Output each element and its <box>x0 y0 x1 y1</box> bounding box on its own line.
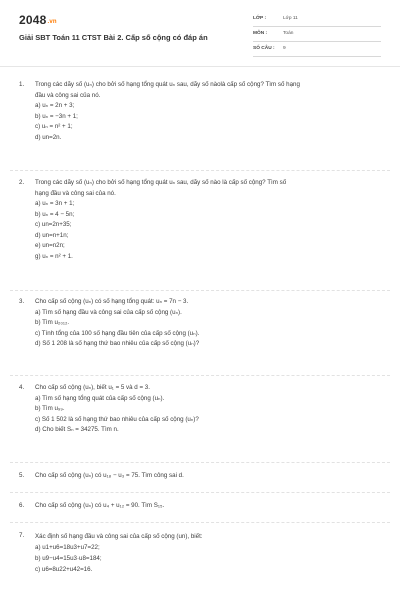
question-number: 6. <box>19 502 25 509</box>
meta-key: LỚP : <box>253 16 267 21</box>
question-option: a) Tìm số hạng đầu và công sai của cấp số cộng (uₙ). <box>35 308 182 316</box>
question-option: c) u6=8u22+u42=16. <box>35 566 93 573</box>
divider <box>10 375 390 376</box>
logo-suffix: .vn <box>47 19 57 25</box>
meta-key: MÔN : <box>253 31 268 36</box>
question-number: 2. <box>19 179 25 186</box>
question-option: c) Số 1 502 là số hạng thứ bao nhiêu của cấp số cộng (uₙ)? <box>35 415 199 423</box>
question-option: e) un=n2n; <box>35 242 65 249</box>
question-option: b) Tìm u₉₉. <box>35 405 65 412</box>
question-number: 7. <box>19 532 25 539</box>
question-option: d) Cho biết Sₙ = 34275. Tìm n. <box>35 426 119 433</box>
meta-value: Toán <box>283 31 294 36</box>
divider <box>10 462 390 463</box>
meta-value: Lớp 11 <box>283 16 298 21</box>
question-option: c) Tính tổng của 100 số hạng đầu tiên của cấp số cộng (uₙ). <box>35 329 200 337</box>
question-option: a) Tìm số hạng tổng quát của cấp số cộng (uₙ). <box>35 394 165 402</box>
meta-row-class <box>253 14 381 27</box>
divider <box>10 492 390 493</box>
question-option: b) Tìm u₂₀₁₂. <box>35 319 70 326</box>
question-stem: Xác định số hạng đầu và công sai của cấp số cộng (un), biết: <box>35 533 203 540</box>
question-number: 3. <box>19 298 25 305</box>
question-stem: Trong các dãy số (uₙ) cho bởi số hạng tổng quát uₙ sau, dãy số nàolà cấp số cộng? Tìm số hạng <box>35 81 300 88</box>
question-stem: Cho cấp số cộng (uₙ) có số hạng tổng quát: uₙ = 7n − 3. <box>35 298 189 305</box>
question-option: b) u9−u4=15u3·u8=184; <box>35 555 102 562</box>
question-number: 1. <box>19 81 25 88</box>
question-option: d) un=2n. <box>35 133 62 141</box>
logo-text: 2048 <box>19 13 47 27</box>
question-option: c) un=2n+35; <box>35 221 72 228</box>
meta-value: 9 <box>283 46 286 51</box>
question-option: b) uₙ = 4 − 5n; <box>35 210 75 218</box>
site-logo[interactable] <box>19 13 57 27</box>
question-option: d) un=n+1n; <box>35 231 69 239</box>
question-option: c) uₙ = n² + 1; <box>35 123 73 130</box>
question-option: a) uₙ = 2n + 3; <box>35 102 75 109</box>
question-number: 5. <box>19 472 25 479</box>
meta-row-subject <box>253 29 381 42</box>
question-option: g) uₙ = n² + 1. <box>35 252 73 260</box>
divider <box>10 290 390 291</box>
divider <box>10 170 390 171</box>
question-stem: Cho cấp số cộng (uₙ) có u₁₈ − u₃ = 75. Tìm công sai d. <box>35 472 184 479</box>
question-option: a) u1+u6=18u3+u7=22; <box>35 544 100 551</box>
question-option: a) uₙ = 3n + 1; <box>35 200 75 207</box>
question-stem: Cho cấp số cộng (uₙ), biết u₁ = 5 và d = 3. <box>35 384 150 391</box>
document-header <box>0 0 400 67</box>
question-stem: Cho cấp số cộng (uₙ) có u₄ + u₁₂ = 90. Tìm S₁₅. <box>35 502 165 509</box>
meta-key: SỐ CÂU : <box>253 46 275 51</box>
divider <box>10 522 390 523</box>
question-stem-cont: hạng đầu và công sai của nó. <box>35 189 116 197</box>
question-option: b) uₙ = −3n + 1; <box>35 112 78 120</box>
question-option: d) Số 1 208 là số hạng thứ bao nhiêu của cấp số cộng (uₙ)? <box>35 340 200 347</box>
meta-row-question-count <box>253 44 381 57</box>
question-stem: Trong các dãy số (uₙ) cho bởi số hạng tổng quát uₙ sau, dãy số nào là cấp số cộng? Tìm số <box>35 179 287 186</box>
question-number: 4. <box>19 384 25 391</box>
question-stem-cont: đầu và công sai của nó. <box>35 91 101 99</box>
document-title: Giải SBT Toán 11 CTST Bài 2. Cấp số cộng có đáp án <box>19 33 208 42</box>
